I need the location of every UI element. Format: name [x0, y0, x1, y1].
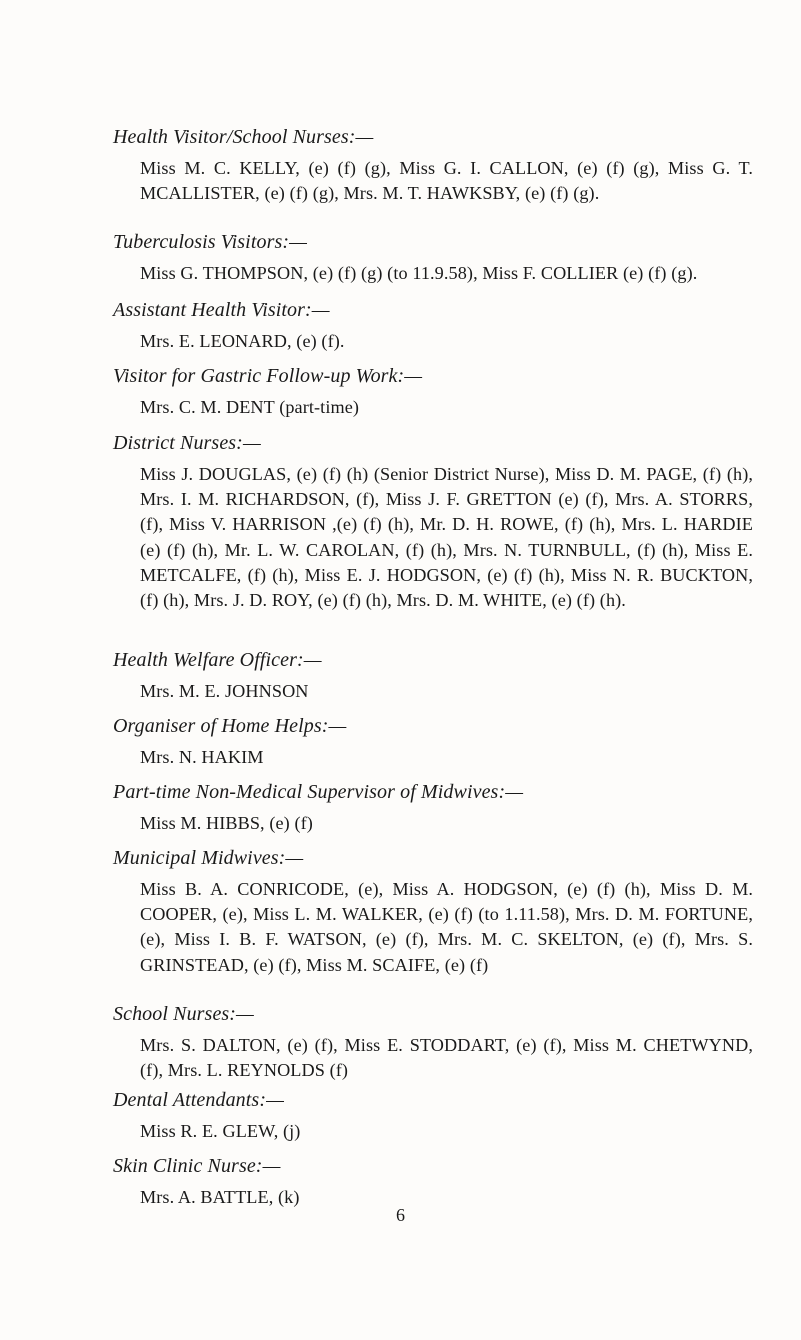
section-heading: Tuberculosis Visitors:—	[113, 231, 307, 253]
section-heading: Visitor for Gastric Follow-up Work:—	[113, 365, 423, 387]
section-text: Miss M. HIBBS, (e) (f)	[140, 813, 313, 833]
section-text: Miss G. THOMPSON, (e) (f) (g) (to 11.9.58), Miss F. COLLIER (e) (f) (g).	[140, 263, 698, 283]
section-text: Mrs. S. DALTON, (e) (f), Miss E. STODDART, (e) (f), Miss M. CHETWYND, (f), Mrs. L. REYNOLDS (f)	[140, 1035, 753, 1081]
section-organiser-home-helps	[113, 714, 753, 770]
section-heading: Health Welfare Officer:—	[113, 649, 322, 671]
page-number: 6	[396, 1205, 405, 1225]
section-health-welfare-officer	[113, 648, 753, 704]
section-text: Mrs. A. BATTLE, (k)	[140, 1187, 300, 1207]
section-skin-clinic-nurse	[113, 1154, 753, 1210]
section-heading: Health Visitor/School Nurses:—	[113, 126, 374, 148]
section-text: Mrs. M. E. JOHNSON	[140, 681, 309, 701]
section-tuberculosis-visitors	[113, 230, 753, 286]
section-heading: Assistant Health Visitor:—	[113, 299, 330, 321]
section-gastric-follow-up-visitor	[113, 364, 753, 420]
section-heading: Organiser of Home Helps:—	[113, 715, 347, 737]
section-text: Miss J. DOUGLAS, (e) (f) (h) (Senior District Nurse), Miss D. M. PAGE, (f) (h), Mrs. I. M. RICHARDSON, (f), Miss J. F. GRETTON (e) (f), Mrs. A. STORRS, (f), Miss V. HARRISON ,(e) (f) (h), Mr. D. H. ROWE, (f) (h), Mrs. L. HARDIE (e) (f) (h), Mr. L. W. CAROLAN, (f) (h), Mrs. N. TURNBULL, (f) (h), Miss E. METCALFE, (f) (h), Miss E. J. HODGSON, (e) (f) (h), Miss N. R. BUCKTON, (f) (h), Mrs. J. D. ROY, (e) (f) (h), Mrs. D. M. WHITE, (e) (f) (h).	[140, 464, 753, 611]
section-heading: Part-time Non-Medical Supervisor of Midwives:—	[113, 781, 524, 803]
section-heading: District Nurses:—	[113, 432, 261, 454]
section-municipal-midwives	[113, 846, 753, 978]
section-heading: School Nurses:—	[113, 1003, 254, 1025]
section-health-visitor-school-nurses	[113, 125, 753, 206]
section-school-nurses	[113, 1002, 753, 1083]
section-heading: Municipal Midwives:—	[113, 847, 304, 869]
section-supervisor-of-midwives	[113, 780, 753, 836]
section-text: Mrs. C. M. DENT (part-time)	[140, 397, 360, 417]
section-heading: Skin Clinic Nurse:—	[113, 1155, 281, 1177]
section-dental-attendants	[113, 1088, 753, 1144]
section-text: Miss M. C. KELLY, (e) (f) (g), Miss G. I. CALLON, (e) (f) (g), Miss G. T. MCALLISTER, (e) (f) (g), Mrs. M. T. HAWKSBY, (e) (f) (g).	[140, 158, 753, 204]
section-assistant-health-visitor	[113, 298, 753, 354]
section-text: Mrs. E. LEONARD, (e) (f).	[140, 331, 345, 351]
section-district-nurses	[113, 431, 753, 613]
section-text: Mrs. N. HAKIM	[140, 747, 264, 767]
section-text: Miss B. A. CONRICODE, (e), Miss A. HODGSON, (e) (f) (h), Miss D. M. COOPER, (e), Miss L. M. WALKER, (e) (f) (to 1.11.58), Mrs. D. M. FORTUNE, (e), Miss I. B. F. WATSON, (e) (f), Mrs. M. C. SKELTON, (e) (f), Mrs. S. GRINSTEAD, (e) (f), Miss M. SCAIFE, (e) (f)	[140, 879, 753, 975]
section-text: Miss R. E. GLEW, (j)	[140, 1121, 301, 1141]
section-heading: Dental Attendants:—	[113, 1089, 284, 1111]
